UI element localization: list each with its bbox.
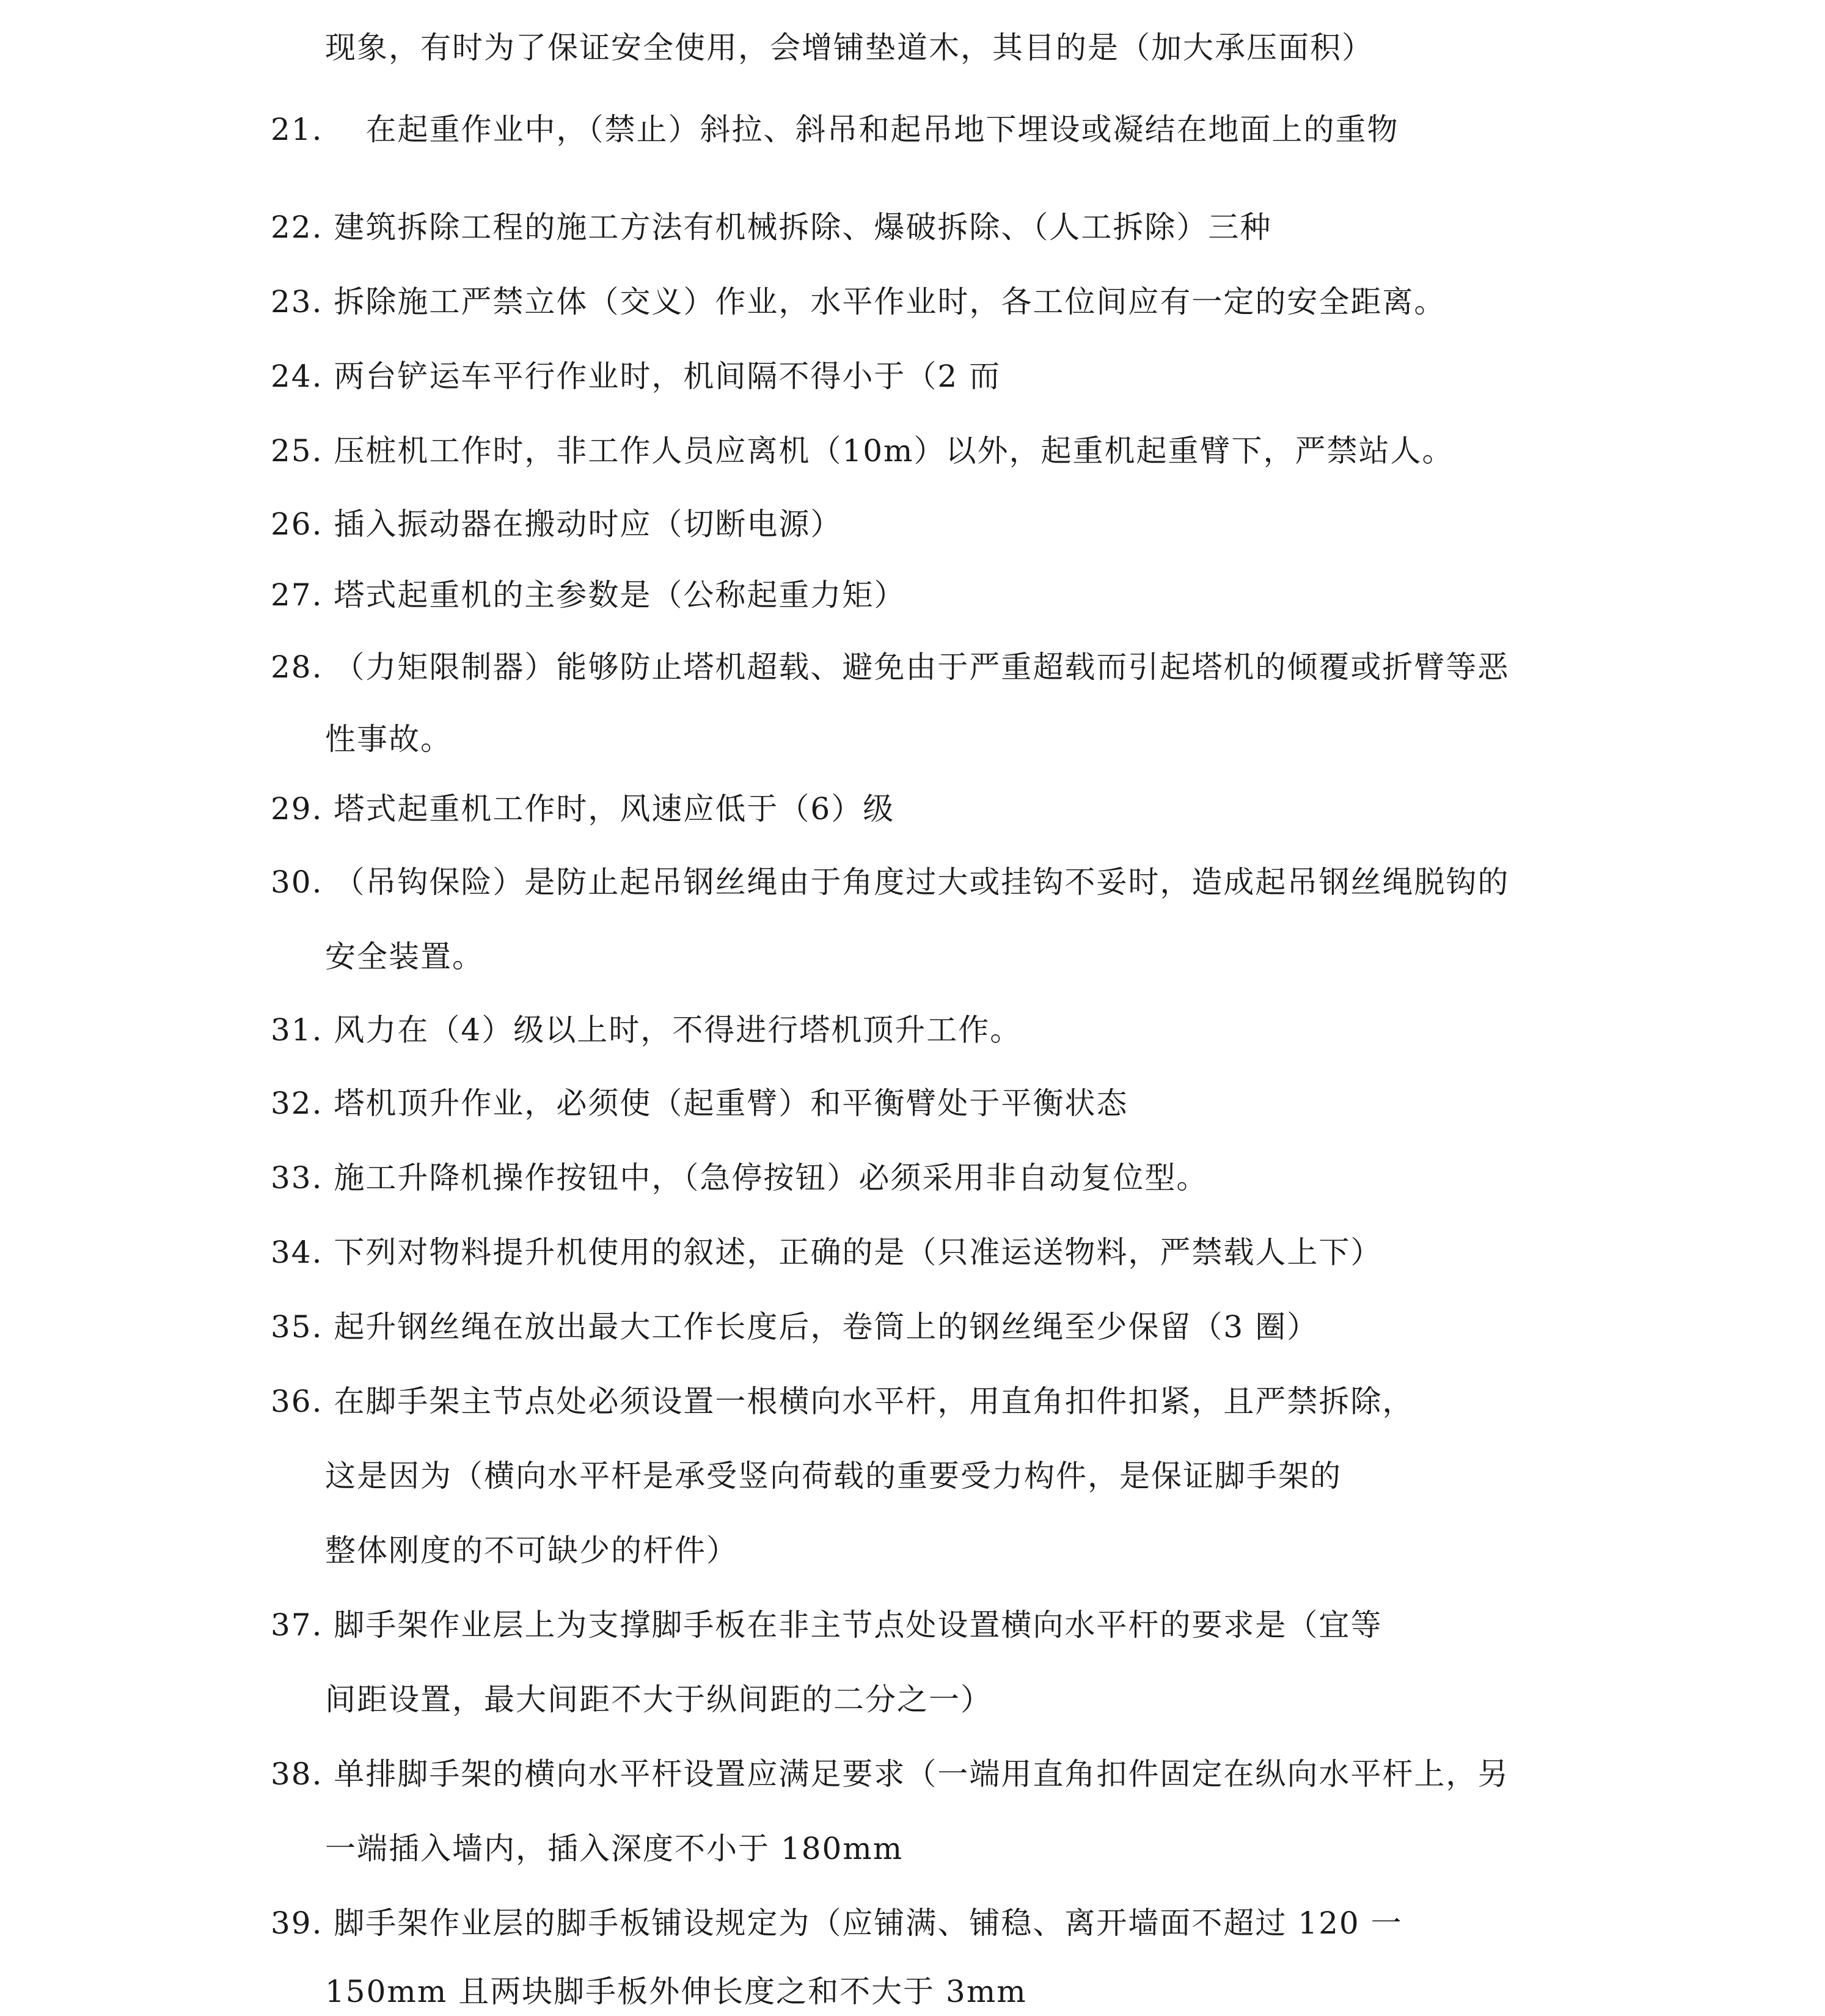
item-36-line-2: 这是因为（横向水平杆是承受竖向荷载的重要受力构件，是保证脚手架的 [325,1458,1342,1494]
item-38-line-1: 38. 单排脚手架的横向水平杆设置应满足要求（一端用直角扣件固定在纵向水平杆上，另 [271,1756,1510,1792]
item-21-number: 21. [271,112,323,147]
item-26: 26. 插入振动器在搬动时应（切断电源） [271,506,843,542]
item-38-line-2: 一端插入墙内，插入深度不小于 180mm [325,1831,904,1866]
item-36-line-1: 36. 在脚手架主节点处必须设置一根横向水平杆，用直角扣件扣紧，且严禁拆除， [271,1384,1414,1419]
item-27: 27. 塔式起重机的主参数是（公称起重力矩） [271,577,906,613]
item-30-line-1: 30. （吊钩保险）是防止起吊钢丝绳由于角度过大或挂钩不妥时，造成起吊钢丝绳脱钩的 [271,864,1510,900]
item-24: 24. 两台铲运车平行作业时，机间隔不得小于（2 而 [271,359,1001,394]
item-32: 32. 塔机顶升作业，必须使（起重臂）和平衡臂处于平衡状态 [271,1086,1128,1121]
item-28-line-1: 28. （力矩限制器）能够防止塔机超载、避免由于严重超载而引起塔机的倾覆或折臂等恶 [271,649,1510,685]
item-36-line-3: 整体刚度的不可缺少的杆件） [325,1533,738,1568]
item-34: 34. 下列对物料提升机使用的叙述，正确的是（只准运送物料，严禁载人上下） [271,1235,1383,1270]
item-37-line-2: 间距设置，最大间距不大于纵间距的二分之一） [325,1682,992,1717]
item-37-line-1: 37. 脚手架作业层上为支撑脚手板在非主节点处设置横向水平杆的要求是（宜等 [271,1607,1383,1643]
item-23: 23. 拆除施工严禁立体（交义）作业，水平作业时，各工位间应有一定的安全距离。 [271,284,1446,320]
item-39-line-1: 39. 脚手架作业层的脚手板铺设规定为（应铺满、铺稳、离开墙面不超过 120 一 [271,1905,1403,1941]
item-21-text: 在起重作业中，（禁止）斜拉、斜吊和起吊地下埋设或凝结在地面上的重物 [365,112,1399,147]
item-33: 33. 施工升降机操作按钮中，（急停按钮）必须采用非自动复位型。 [271,1160,1209,1196]
item-39-line-2: 150mm 且两块脚手板外伸长度之和不大于 3mm [325,1974,1027,2009]
item-21 [271,111,1399,148]
item-22: 22. 建筑拆除工程的施工方法有机械拆除、爆破拆除、（人工拆除）三种 [271,210,1272,245]
item-35: 35. 起升钢丝绳在放出最大工作长度后，卷筒上的钢丝绳至少保留（3 圈） [271,1309,1319,1345]
item-31: 31. 风力在（4）级以上时，不得进行塔机顶升工作。 [271,1012,1022,1048]
item-29: 29. 塔式起重机工作时，风速应低于（6）级 [271,791,895,827]
item-25: 25. 压桩机工作时，非工作人员应离机（10m）以外，起重机起重臂下，严禁站人。 [271,433,1454,469]
item-28-line-2: 性事故。 [325,721,452,757]
item-30-line-2: 安全装置。 [325,939,484,974]
item-20-continuation: 现象，有时为了保证安全使用，会增铺垫道木，其目的是（加大承压面积） [325,30,1373,65]
